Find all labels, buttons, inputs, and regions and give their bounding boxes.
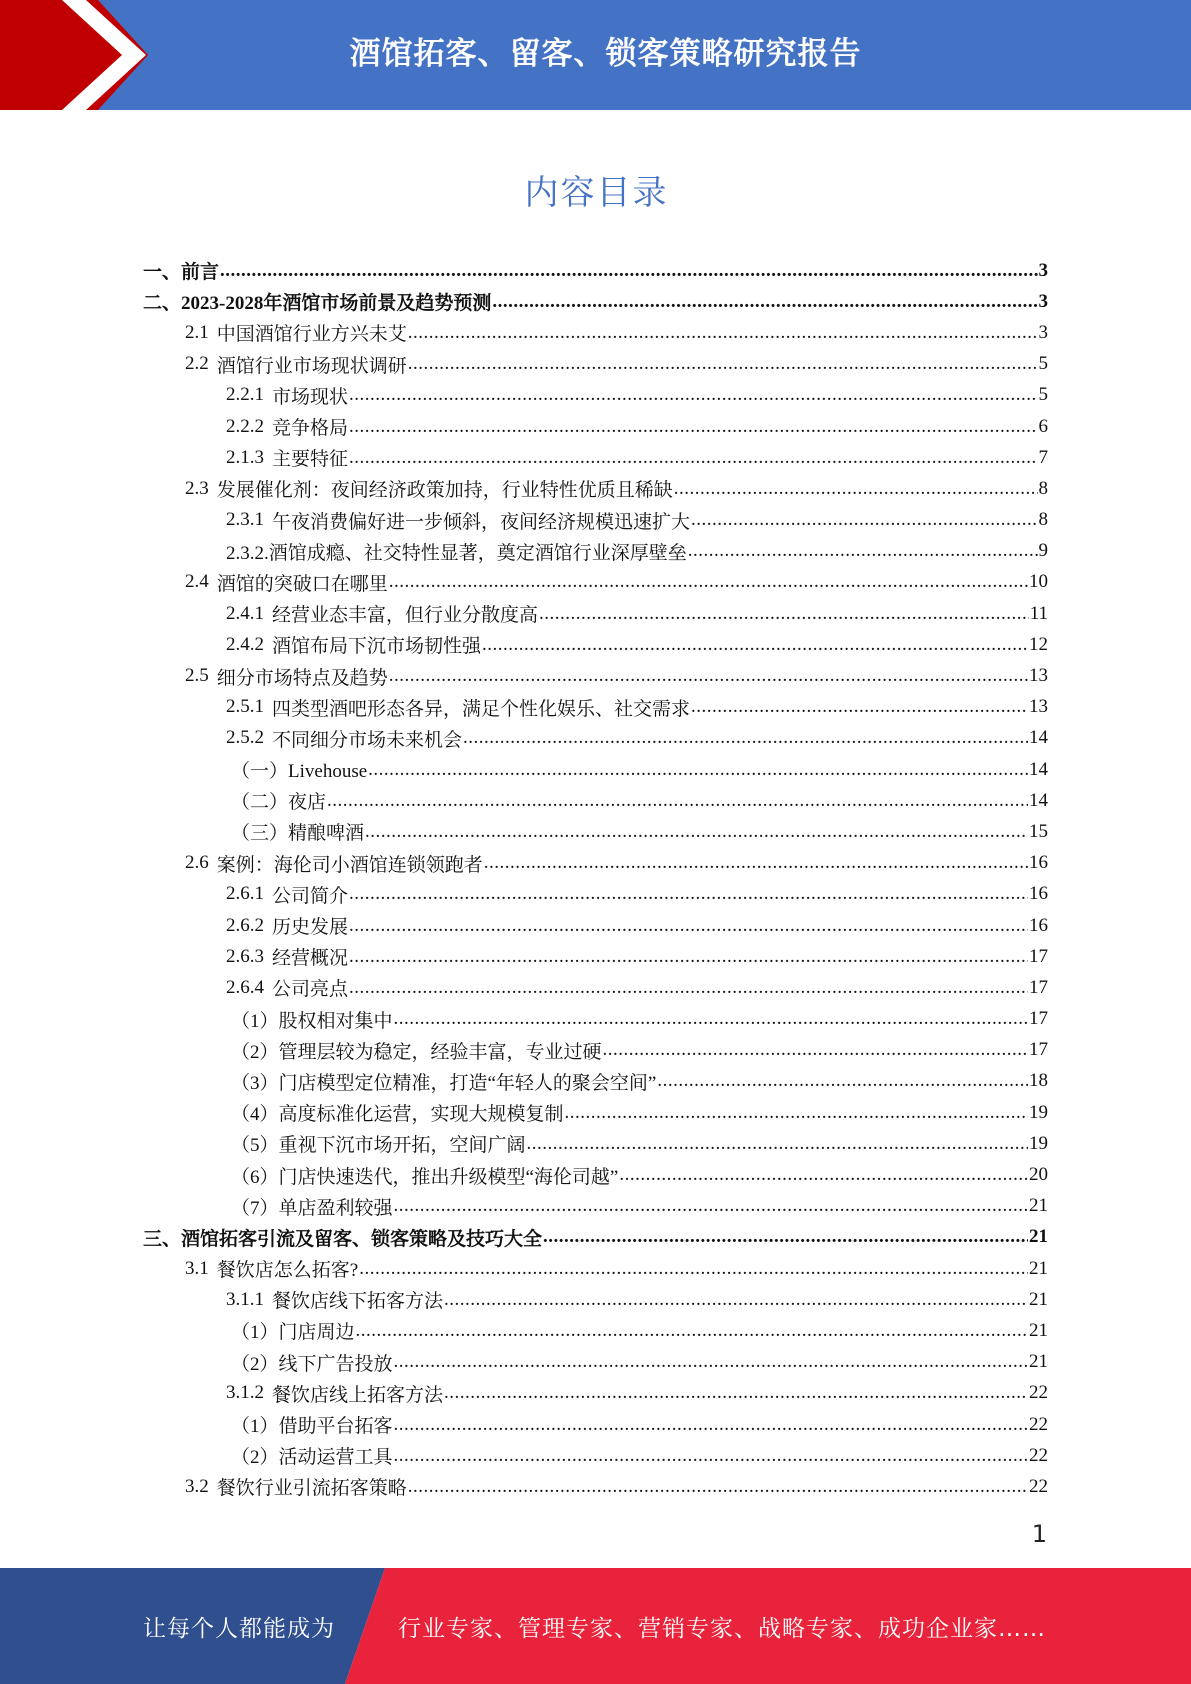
toc-entry-page: 8: [1038, 509, 1048, 531]
toc-entry[interactable]: [143, 1222, 1048, 1253]
toc-entry-page: 14: [1029, 789, 1048, 811]
toc-dot-leader: [691, 509, 1037, 531]
toc-entry[interactable]: [143, 785, 1048, 816]
toc-entry[interactable]: [143, 1284, 1048, 1315]
toc-entry[interactable]: [143, 567, 1048, 598]
toc-entry-title: 公司简介: [272, 885, 349, 907]
toc-entry-title: 不同细分市场未来机会: [272, 729, 463, 751]
toc-entry-page: 17: [1029, 1008, 1048, 1030]
toc-entry-page: 14: [1029, 758, 1048, 780]
toc-entry[interactable]: [143, 1347, 1048, 1378]
toc-entry[interactable]: [143, 629, 1048, 660]
toc-entry-title: 细分市场特点及趋势: [216, 667, 388, 689]
toc-entry[interactable]: [143, 941, 1048, 972]
toc-dot-leader: [444, 1382, 1028, 1404]
toc-entry-title: 酒馆布局下沉市场韧性强: [272, 636, 482, 658]
toc-entry[interactable]: [143, 317, 1048, 348]
toc-entry-title: 午夜消费偏好进一步倾斜，夜间经济规模迅速扩大: [272, 511, 691, 533]
toc-entry-number: 2.2.2: [226, 415, 264, 437]
toc-entry-page: 14: [1029, 727, 1048, 749]
toc-entry-title: （5）重视下沉市场开拓，空间广阔: [231, 1135, 526, 1157]
toc-entry-title: （2）线下广告投放: [231, 1353, 393, 1375]
toc-entry-title: 餐饮行业引流拓客策略: [216, 1478, 407, 1500]
toc-dot-leader: [349, 384, 1037, 406]
toc-entry-page: 16: [1029, 883, 1048, 905]
toc-dot-leader: [408, 1476, 1028, 1498]
toc-entry-page: 20: [1029, 1164, 1048, 1186]
toc-entry[interactable]: [143, 1097, 1048, 1128]
toc-entry-title: （6）门店快速迭代，推出升级模型“海伦司越”: [231, 1166, 619, 1188]
toc-entry-title: 经营业态丰富，但行业分散度高: [272, 605, 539, 627]
toc-dot-leader: [356, 1320, 1028, 1342]
toc-dot-leader: [565, 1102, 1028, 1124]
page-number: 1: [1031, 1520, 1047, 1548]
toc-entry-page: 3: [1038, 259, 1048, 281]
toc-entry-page: 19: [1029, 1132, 1048, 1154]
toc-dot-leader: [674, 478, 1038, 500]
toc-entry-title: 经营概况: [272, 948, 349, 970]
toc-entry-page: 5: [1038, 384, 1048, 406]
toc-entry[interactable]: [143, 879, 1048, 910]
toc-entry-page: 5: [1038, 353, 1048, 375]
toc-entry[interactable]: [143, 1159, 1048, 1190]
table-of-contents: [143, 255, 1048, 1503]
toc-dot-leader: [444, 1289, 1028, 1311]
toc-entry-page: 21: [1029, 1226, 1048, 1248]
toc-entry-title: 二、2023-2028年酒馆市场前景及趋势预测: [143, 293, 492, 315]
toc-entry-page: 3: [1038, 321, 1048, 343]
toc-entry-number: 2.6.3: [226, 945, 264, 967]
toc-entry[interactable]: [143, 754, 1048, 785]
toc-entry-number: 3.1.1: [226, 1288, 264, 1310]
toc-entry-page: 16: [1029, 914, 1048, 936]
toc-entry-page: 3: [1038, 290, 1048, 312]
toc-dot-leader: [365, 821, 1028, 843]
toc-entry-title: （2）管理层较为稳定，经验丰富，专业过硬: [231, 1041, 602, 1063]
toc-entry-page: 17: [1029, 1039, 1048, 1061]
toc-entry-number: 2.4.1: [226, 602, 264, 624]
toc-entry-title: 市场现状: [272, 386, 349, 408]
toc-dot-leader: [394, 1351, 1028, 1373]
toc-entry-title: 案例：海伦司小酒馆连锁领跑者: [216, 854, 483, 876]
toc-entry-title: 四类型酒吧形态各异，满足个性化娱乐、社交需求: [272, 698, 691, 720]
toc-entry-page: 7: [1038, 446, 1048, 468]
toc-entry[interactable]: [143, 1440, 1048, 1471]
toc-entry-title: 公司亮点: [272, 979, 349, 1001]
toc-dot-leader: [691, 696, 1028, 718]
toc-entry[interactable]: [143, 505, 1048, 536]
toc-dot-leader: [484, 852, 1028, 874]
toc-entry-title: 酒馆的突破口在哪里: [216, 573, 388, 595]
toc-entry-number: 2.3: [185, 477, 209, 499]
toc-entry-page: 18: [1029, 1070, 1048, 1092]
toc-entry-number: 2.6.1: [226, 883, 264, 905]
toc-dot-leader: [368, 759, 1028, 781]
toc-dot-leader: [619, 1164, 1028, 1186]
toc-dot-leader: [349, 416, 1037, 438]
toc-entry[interactable]: [143, 473, 1048, 504]
toc-entry-number: 2.2.1: [226, 384, 264, 406]
toc-entry[interactable]: [143, 972, 1048, 1003]
toc-entry[interactable]: [143, 1004, 1048, 1035]
toc-entry-number: 2.6.4: [226, 976, 264, 998]
toc-dot-leader: [349, 447, 1037, 469]
toc-entry-page: 12: [1029, 633, 1048, 655]
toc-dot-leader: [349, 915, 1028, 937]
toc-entry-title: 餐饮店线下拓客方法: [272, 1291, 444, 1313]
toc-dot-leader: [389, 571, 1028, 593]
toc-dot-leader: [389, 665, 1028, 687]
toc-entry-page: 13: [1029, 696, 1048, 718]
toc-entry-title: （三）精酿啤酒: [231, 823, 365, 845]
toc-entry[interactable]: [143, 1471, 1048, 1502]
toc-entry-title: （2）活动运营工具: [231, 1447, 393, 1469]
toc-entry-title: （3）门店模型定位精准，打造“年轻人的聚会空间”: [231, 1072, 657, 1094]
toc-entry[interactable]: [143, 1378, 1048, 1409]
toc-dot-leader: [657, 1070, 1028, 1092]
toc-entry[interactable]: [143, 255, 1048, 286]
toc-entry-number: 2.1: [185, 321, 209, 343]
toc-entry[interactable]: [143, 286, 1048, 317]
toc-entry-title: （4）高度标准化运营，实现大规模复制: [231, 1104, 564, 1126]
toc-entry-page: 22: [1029, 1382, 1048, 1404]
toc-entry-page: 21: [1029, 1288, 1048, 1310]
toc-entry-title: （二）夜店: [231, 792, 327, 814]
toc-entry-title: 历史发展: [272, 917, 349, 939]
toc-entry[interactable]: [143, 848, 1048, 879]
toc-entry-page: 21: [1029, 1319, 1048, 1341]
toc-entry[interactable]: [143, 536, 1048, 567]
toc-entry-title: 主要特征: [272, 449, 349, 471]
toc-dot-leader: [349, 977, 1028, 999]
toc-entry[interactable]: [143, 723, 1048, 754]
toc-entry[interactable]: [143, 1409, 1048, 1440]
toc-entry[interactable]: [143, 816, 1048, 847]
toc-entry-title: 发展催化剂：夜间经济政策加持，行业特性优质且稀缺: [216, 480, 673, 502]
toc-entry-page: 22: [1029, 1413, 1048, 1435]
toc-entry[interactable]: [143, 349, 1048, 380]
toc-dot-leader: [327, 790, 1028, 812]
toc-entry-number: 2.2: [185, 353, 209, 375]
toc-entry-page: 17: [1029, 945, 1048, 967]
toc-dot-leader: [527, 1133, 1028, 1155]
toc-heading: 内容目录: [524, 173, 669, 213]
toc-entry-page: 22: [1029, 1444, 1048, 1466]
toc-entry-page: 6: [1038, 415, 1048, 437]
toc-dot-leader: [482, 634, 1028, 656]
toc-dot-leader: [603, 1039, 1028, 1061]
toc-entry[interactable]: [143, 411, 1048, 442]
toc-entry-title: 一、前言: [143, 262, 220, 284]
toc-entry-page: 21: [1029, 1195, 1048, 1217]
toc-dot-leader: [220, 260, 1037, 282]
toc-entry-title: 2.3.2.酒馆成瘾、社交特性显著，奠定酒馆行业深厚壁垒: [226, 542, 687, 564]
toc-entry-number: 2.5: [185, 665, 209, 687]
toc-dot-leader: [349, 883, 1028, 905]
toc-entry-title: 中国酒馆行业方兴未艾: [216, 324, 407, 346]
footer-slogan-right: 行业专家、管理专家、营销专家、战略专家、成功企业家……: [398, 1616, 1046, 1642]
toc-entry-title: 餐饮店怎么拓客?: [216, 1260, 359, 1282]
toc-entry[interactable]: [143, 1035, 1048, 1066]
toc-entry-page: 8: [1038, 477, 1048, 499]
toc-dot-leader: [688, 540, 1038, 562]
toc-entry[interactable]: [143, 1253, 1048, 1284]
toc-entry[interactable]: [143, 1066, 1048, 1097]
footer-banner: [0, 1568, 1191, 1684]
toc-dot-leader: [492, 291, 1037, 313]
toc-dot-leader: [408, 322, 1038, 344]
toc-entry[interactable]: [143, 1315, 1048, 1346]
toc-entry-title: （1）门店周边: [231, 1322, 355, 1344]
toc-entry-title: （7）单店盈利较强: [231, 1197, 393, 1219]
toc-dot-leader: [394, 1445, 1028, 1467]
toc-entry-page: 16: [1029, 852, 1048, 874]
toc-entry-page: 19: [1029, 1101, 1048, 1123]
toc-entry-title: 餐饮店线上拓客方法: [272, 1384, 444, 1406]
toc-entry-title: 竞争格局: [272, 418, 349, 440]
toc-dot-leader: [543, 1226, 1028, 1248]
toc-entry-number: 2.1.3: [226, 446, 264, 468]
toc-entry-number: 2.5.1: [226, 696, 264, 718]
toc-dot-leader: [539, 603, 1029, 625]
toc-entry-number: 2.3.1: [226, 509, 264, 531]
toc-entry[interactable]: [143, 660, 1048, 691]
toc-entry-number: 2.5.2: [226, 727, 264, 749]
toc-entry-title: 三、酒馆拓客引流及留客、锁客策略及技巧大全: [143, 1228, 543, 1250]
toc-entry-title: 酒馆行业市场现状调研: [216, 355, 407, 377]
toc-dot-leader: [394, 1008, 1028, 1030]
toc-entry-page: 10: [1029, 571, 1048, 593]
toc-entry[interactable]: [143, 442, 1048, 473]
report-header-banner: [0, 0, 1191, 110]
toc-entry[interactable]: [143, 598, 1048, 629]
toc-dot-leader: [394, 1414, 1028, 1436]
toc-entry[interactable]: [143, 910, 1048, 941]
toc-entry-page: 21: [1029, 1257, 1048, 1279]
toc-entry[interactable]: [143, 692, 1048, 723]
toc-entry-page: 15: [1029, 820, 1048, 842]
toc-dot-leader: [394, 1195, 1028, 1217]
toc-entry-number: 3.1.2: [226, 1382, 264, 1404]
toc-dot-leader: [349, 946, 1028, 968]
toc-entry-number: 2.6.2: [226, 914, 264, 936]
toc-entry-number: 2.6: [185, 852, 209, 874]
toc-dot-leader: [463, 727, 1028, 749]
toc-entry-page: 22: [1029, 1475, 1048, 1497]
toc-entry-page: 13: [1029, 665, 1048, 687]
toc-entry-page: 21: [1029, 1351, 1048, 1373]
toc-entry[interactable]: [143, 1128, 1048, 1159]
toc-entry-number: 3.2: [185, 1475, 209, 1497]
toc-entry-page: 9: [1038, 540, 1048, 562]
toc-entry[interactable]: [143, 380, 1048, 411]
toc-entry-number: 2.4.2: [226, 633, 264, 655]
toc-entry-title: （一）Livehouse: [231, 761, 368, 783]
toc-entry-page: 11: [1029, 602, 1048, 624]
toc-entry-title: （1）借助平台拓客: [231, 1416, 393, 1438]
toc-entry-number: 3.1: [185, 1257, 209, 1279]
toc-entry[interactable]: [143, 1191, 1048, 1222]
toc-dot-leader: [408, 353, 1038, 375]
toc-entry-number: 2.4: [185, 571, 209, 593]
footer-slogan-left: 让每个人都能成为: [143, 1616, 335, 1642]
toc-dot-leader: [359, 1258, 1028, 1280]
report-title: 酒馆拓客、留客、锁客策略研究报告: [349, 36, 862, 72]
toc-entry-title: （1）股权相对集中: [231, 1010, 393, 1032]
toc-entry-page: 17: [1029, 976, 1048, 998]
